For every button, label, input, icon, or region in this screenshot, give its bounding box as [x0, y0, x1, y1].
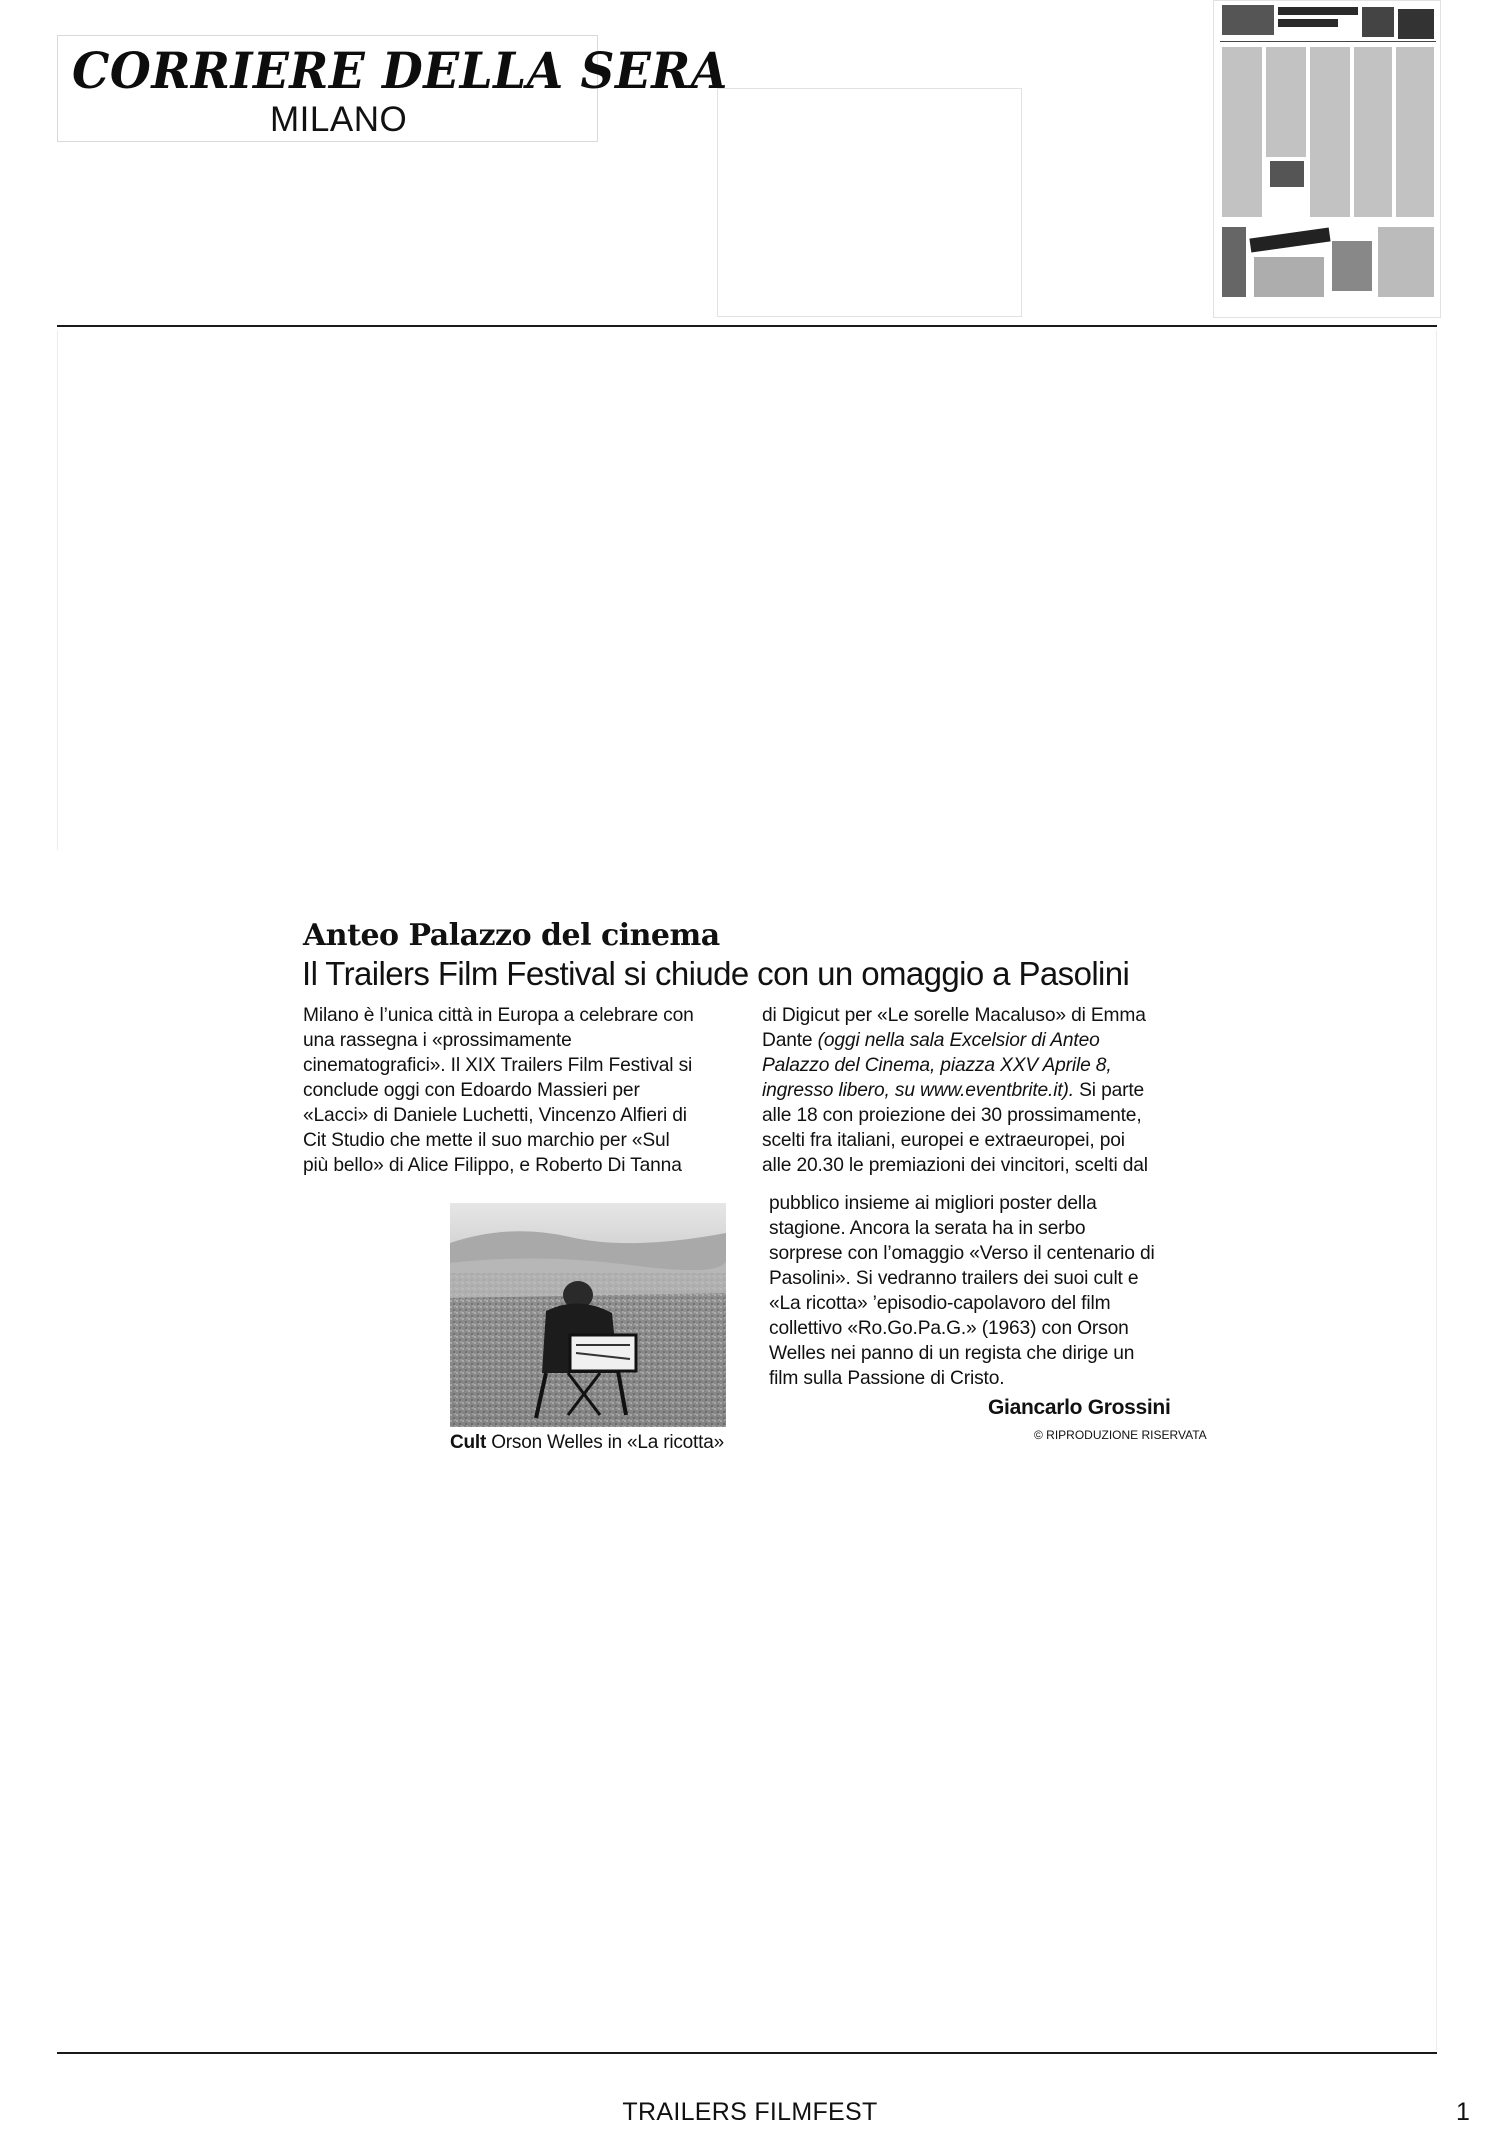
- body-line: Pasolini». Si vedranno trailers dei suoi cult e: [769, 1268, 1139, 1289]
- body-line: alle 18 con proiezione dei 30 prossimamente,: [762, 1105, 1142, 1126]
- body-line: [762, 1028, 1100, 1053]
- top-rule: [57, 325, 1437, 327]
- footer-title: TRAILERS FILMFEST: [622, 2098, 878, 2126]
- newspaper-name: CORRIERE DELLA SERA: [72, 42, 728, 101]
- body-line: conclude oggi con Edoardo Massieri per: [303, 1080, 640, 1101]
- body-line: «La ricotta» ’episodio-capolavoro del film: [769, 1293, 1111, 1314]
- bottom-rule: [57, 2052, 1437, 2054]
- frame-left: [57, 330, 58, 850]
- body-line: cinematografici». Il XIX Trailers Film Festival si: [303, 1055, 693, 1076]
- article-photo: [450, 1203, 726, 1427]
- body-text: Dante: [762, 1030, 818, 1051]
- body-italic: Palazzo del Cinema, piazza XXV Aprile 8,: [762, 1055, 1112, 1076]
- article-author: Giancarlo Grossini: [988, 1396, 1171, 1419]
- body-italic: (oggi nella sala Excelsior di Anteo: [817, 1030, 1100, 1051]
- page-number: 1: [1456, 2098, 1470, 2126]
- body-line: alle 20.30 le premiazioni dei vincitori, scelti dal: [762, 1155, 1148, 1176]
- body-line: Milano è l’unica città in Europa a celebrare con: [303, 1005, 694, 1026]
- body-line: Cit Studio che mette il suo marchio per «Sul: [303, 1130, 670, 1151]
- body-text: Si parte: [1073, 1080, 1145, 1101]
- body-line: stagione. Ancora la serata ha in serbo: [769, 1218, 1086, 1239]
- page-thumbnail: [1213, 0, 1441, 318]
- body-line: più bello» di Alice Filippo, e Roberto Di Tanna: [303, 1155, 682, 1176]
- body-line: collettivo «Ro.Go.Pa.G.» (1963) con Orson: [769, 1318, 1129, 1339]
- copyright-notice: © RIPRODUZIONE RISERVATA: [1034, 1428, 1207, 1442]
- newspaper-edition: MILANO: [270, 100, 408, 139]
- article-kicker: Anteo Palazzo del cinema: [303, 918, 720, 953]
- body-line: una rassegna i «prossimamente: [303, 1030, 572, 1051]
- body-line: Welles nei panno di un regista che dirige un: [769, 1343, 1135, 1364]
- body-italic: ingresso libero, su www.eventbrite.it).: [762, 1080, 1074, 1101]
- body-line: «Lacci» di Daniele Luchetti, Vincenzo Alfieri di: [303, 1105, 687, 1126]
- body-line: scelti fra italiani, europei e extraeuropei, poi: [762, 1130, 1125, 1151]
- photo-orson-welles: [450, 1203, 726, 1427]
- body-line: sorprese con l’omaggio «Verso il centenario di: [769, 1243, 1155, 1264]
- empty-frame: [717, 88, 1022, 317]
- photo-caption: [450, 1432, 724, 1454]
- caption-label: Cult: [450, 1432, 487, 1453]
- masthead-logo: [57, 35, 728, 142]
- article-headline: Il Trailers Film Festival si chiude con un omaggio a Pasolini: [302, 955, 1130, 992]
- frame-right: [1436, 330, 1437, 2050]
- body-line: film sulla Passione di Cristo.: [769, 1368, 1005, 1389]
- caption-text: Orson Welles in «La ricotta»: [486, 1432, 724, 1453]
- body-line: di Digicut per «Le sorelle Macaluso» di Emma: [762, 1005, 1146, 1026]
- body-line: pubblico insieme ai migliori poster della: [769, 1193, 1097, 1214]
- body-line: [762, 1053, 1112, 1078]
- body-line: [762, 1078, 1144, 1103]
